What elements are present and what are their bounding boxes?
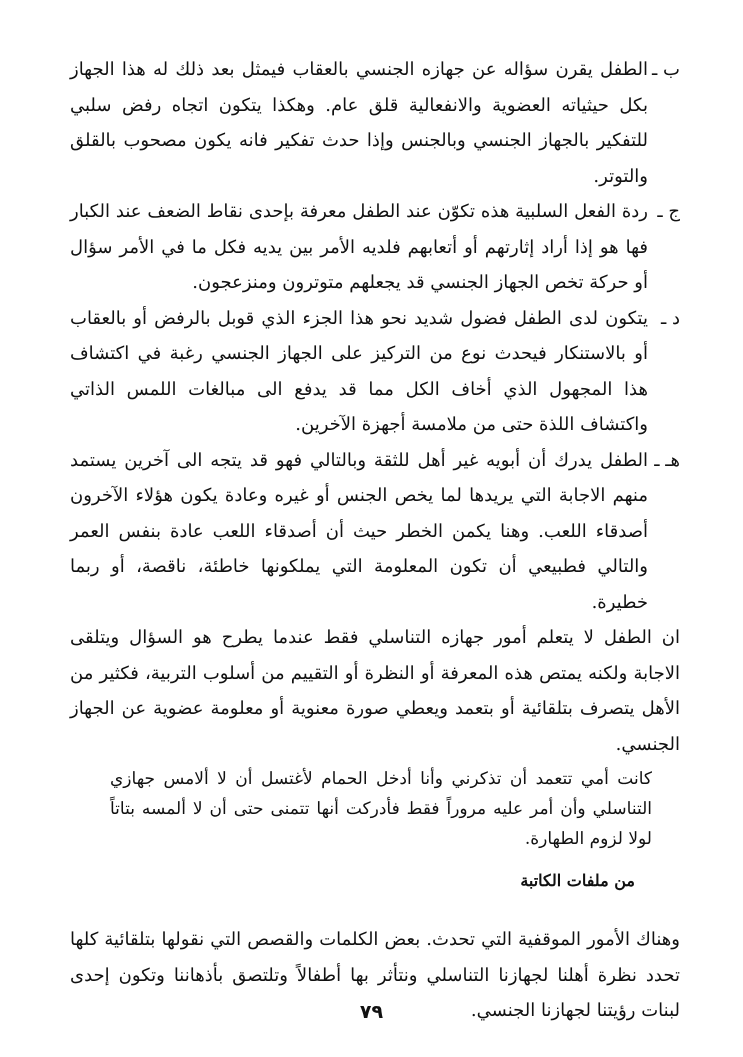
list-item-j	[70, 194, 680, 301]
body-paragraph-2: وهناك الأمور الموقفية التي تحدث. بعض الكلمات والقصص التي نقولها بتلقائية كلها تحدد نظرة أهلنا لجهازنا التناسلي ونتأثر بها أطفالاً وتلتصق بأذهاننا وتكون إحدى لبنات رؤيتنا لجهازنا الجنسي.	[70, 929, 680, 1021]
quote-source-heading: من ملفات الكاتبة	[520, 871, 635, 890]
list-item-label: هـ ـ	[654, 449, 680, 471]
list-item-text: الطفل يقرن سؤاله عن جهازه الجنسي بالعقاب فيمثل بعد ذلك له هذا الجهاز بكل حيثياته العضوية والانفعالية قلق عام. وهكذا يتكون اتجاه رفض سلبي للتفكير بالجهاز الجنسي وبالجنس وإذا حدث تفكير فانه يكون مصحوب بالقلق والتوتر.	[70, 59, 648, 187]
block-quote: كانت أمي تتعمد أن تذكرني وأنا أدخل الحمام لأغتسل أن لا ألامس جهازي التناسلي وأن أمر عليه مروراً فقط فأدركت أنها تتمنى حتى أن لا ألمسه بتاتاً لولا لزوم الطهارة.	[110, 769, 652, 849]
body-paragraph: ان الطفل لا يتعلم أمور جهازه التناسلي فقط عندما يطرح هو السؤال ويتلقى الاجابة ولكنه يمتص هذه المعرفة أو النظرة أو التقييم من أسلوب التربية، فكثير من الأهل يتصرف بتلقائية أو بتعمد ويعطي صورة معنوية أو معلومة عضوية عن الجهاز الجنسي.	[70, 627, 680, 755]
list-item-text: الطفل يدرك أن أبويه غير أهل للثقة وبالتالي فهو قد يتجه الى آخرين يستمد منهم الاجابة التي يريدها لما يخص الجنس أو غيره وعادة يكون هؤلاء الآخرون أصدقاء اللعب. وهنا يكمن الخطر حيث أن أصدقاء اللعب عادة بنفس العمر والتالي فطبيعي أن تكون المعلومة التي يملكونها خاطئة، ناقصة، أو ربما خطيرة.	[70, 449, 648, 613]
page-body	[70, 52, 680, 1029]
list-item-text: يتكون لدى الطفل فضول شديد نحو هذا الجزء الذي قوبل بالرفض أو بالعقاب أو بالاستنكار فيحدث نوع من التركيز على الجهاز الجنسي رغبة في اكتشاف هذا المجهول الذي أخاف الكل مما قد يدفع الى مبالغات اللمس الذاتي واكتشاف اللذة حتى من ملامسة أجهزة الآخرين.	[70, 307, 648, 435]
list-item-h	[70, 443, 680, 621]
list-item-d	[70, 301, 680, 443]
list-item-label: د ـ	[660, 307, 680, 329]
list-item-label: ب ـ	[652, 59, 680, 80]
list-item-b	[70, 52, 680, 194]
list-item-text: ردة الفعل السلبية هذه تكوّن عند الطفل معرفة بإحدى نقاط الضعف عند الكبار فها هو إذا أراد إثارتهم أو أتعابهم فلديه الأمر بين يديه فكل ما في الأمر سؤال أو حركة تخص الجهاز الجنسي قد يجعلهم متوترون ومنزعجون.	[70, 201, 648, 293]
list-item-label: ج ـ	[657, 201, 680, 222]
page-number: ٧٩	[359, 1001, 384, 1023]
